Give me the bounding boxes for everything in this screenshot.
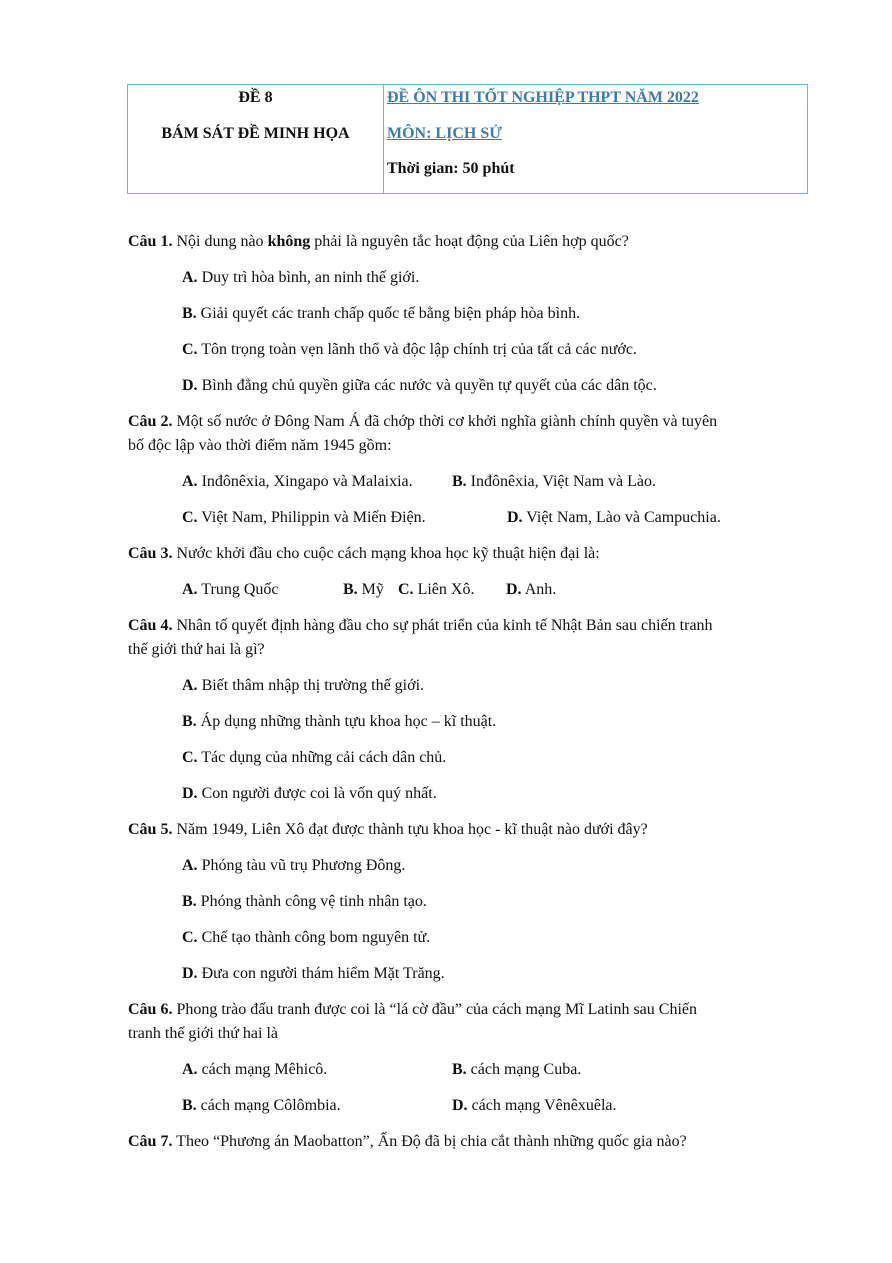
option-d: D. Bình đẳng chủ quyền giữa các nước và quyền tự quyết của các dân tộc. [182, 377, 657, 394]
question-label: Câu 1. [128, 233, 173, 250]
question-5: Câu 5. Năm 1949, Liên Xô đạt được thành tựu khoa học - kĩ thuật nào dưới đây? [128, 821, 648, 838]
exam-number: ĐỀ 8 [238, 89, 273, 106]
question-2: Câu 2. Một số nước ở Đông Nam Á đã chớp thời cơ khởi nghĩa giành chính quyền và tuyên [128, 413, 718, 430]
option-b: B. cách mạng Cuba. [452, 1061, 582, 1078]
option-c: C. Việt Nam, Philippin và Miến Điện. [182, 509, 426, 526]
exam-title: ĐỀ ÔN THI TỐT NGHIỆP THPT NĂM 2022 [387, 89, 699, 106]
option-c: C. Tôn trọng toàn vẹn lãnh thổ và độc lập chính trị của tất cả các nước. [182, 341, 637, 358]
option-b: B. Mỹ [343, 581, 384, 598]
question-6: Câu 6. Phong trào đấu tranh được coi là “lá cờ đầu” của cách mạng Mĩ Latinh sau Chiến [128, 1001, 697, 1018]
question-4-cont: thế giới thứ hai là gì? [128, 641, 265, 658]
option-d: D. Việt Nam, Lào và Campuchia. [507, 509, 721, 526]
question-4: Câu 4. Nhân tố quyết định hàng đầu cho sự phát triển của kinh tế Nhật Bản sau chiến tranh [128, 617, 713, 634]
option-d: D. Con người được coi là vốn quý nhất. [182, 785, 437, 802]
question-7: Câu 7. Theo “Phương án Maobatton”, Ấn Độ đã bị chia cắt thành những quốc gia nào? [128, 1133, 687, 1150]
question-2-cont: bố độc lập vào thời điểm năm 1945 gồm: [128, 437, 392, 454]
option-b: B. Giải quyết các tranh chấp quốc tế bằng biện pháp hòa bình. [182, 305, 581, 322]
exam-header-table [127, 84, 808, 194]
option-a: A. Phóng tàu vũ trụ Phương Đông. [182, 857, 406, 874]
option-b: B. Áp dụng những thành tựu khoa học – kĩ thuật. [182, 713, 497, 730]
option-d: D. Đưa con người thám hiểm Mặt Trăng. [182, 965, 445, 982]
option-d: D. Anh. [506, 581, 557, 598]
exam-subject: MÔN: LỊCH SỬ [387, 125, 502, 142]
question-1: Câu 1. Nội dung nào không phải là nguyên tắc hoạt động của Liên hợp quốc? [128, 233, 629, 250]
question-6-cont: tranh thế giới thứ hai là [128, 1025, 278, 1042]
exam-duration: Thời gian: 50 phút [387, 160, 515, 177]
option-b: B. Inđônêxia, Việt Nam và Lào. [452, 473, 657, 490]
header-left-cell [128, 85, 384, 193]
option-c: C. Chế tạo thành công bom nguyên tử. [182, 929, 431, 946]
option-a: A. Biết thâm nhập thị trường thế giới. [182, 677, 425, 694]
option-a: A. Inđônêxia, Xingapo và Malaixia. [182, 473, 413, 490]
header-right-cell [384, 85, 807, 193]
option-a: A. Trung Quốc [182, 581, 279, 598]
option-c: C. Tác dụng của những cải cách dân chủ. [182, 749, 447, 766]
option-b: B. Phóng thành công vệ tinh nhân tạo. [182, 893, 427, 910]
option-c: C. Liên Xô. [398, 581, 475, 598]
exam-subtitle: BÁM SÁT ĐỀ MINH HỌA [161, 125, 350, 142]
question-3: Câu 3. Nước khởi đầu cho cuộc cách mạng khoa học kỹ thuật hiện đại là: [128, 545, 600, 562]
option-a: A. cách mạng Mêhicô. [182, 1061, 328, 1078]
option-a: A. Duy trì hòa bình, an ninh thế giới. [182, 269, 420, 286]
option-c: B. cách mạng Côlômbia. [182, 1097, 341, 1114]
option-d: D. cách mạng Vênêxuêla. [452, 1097, 617, 1114]
